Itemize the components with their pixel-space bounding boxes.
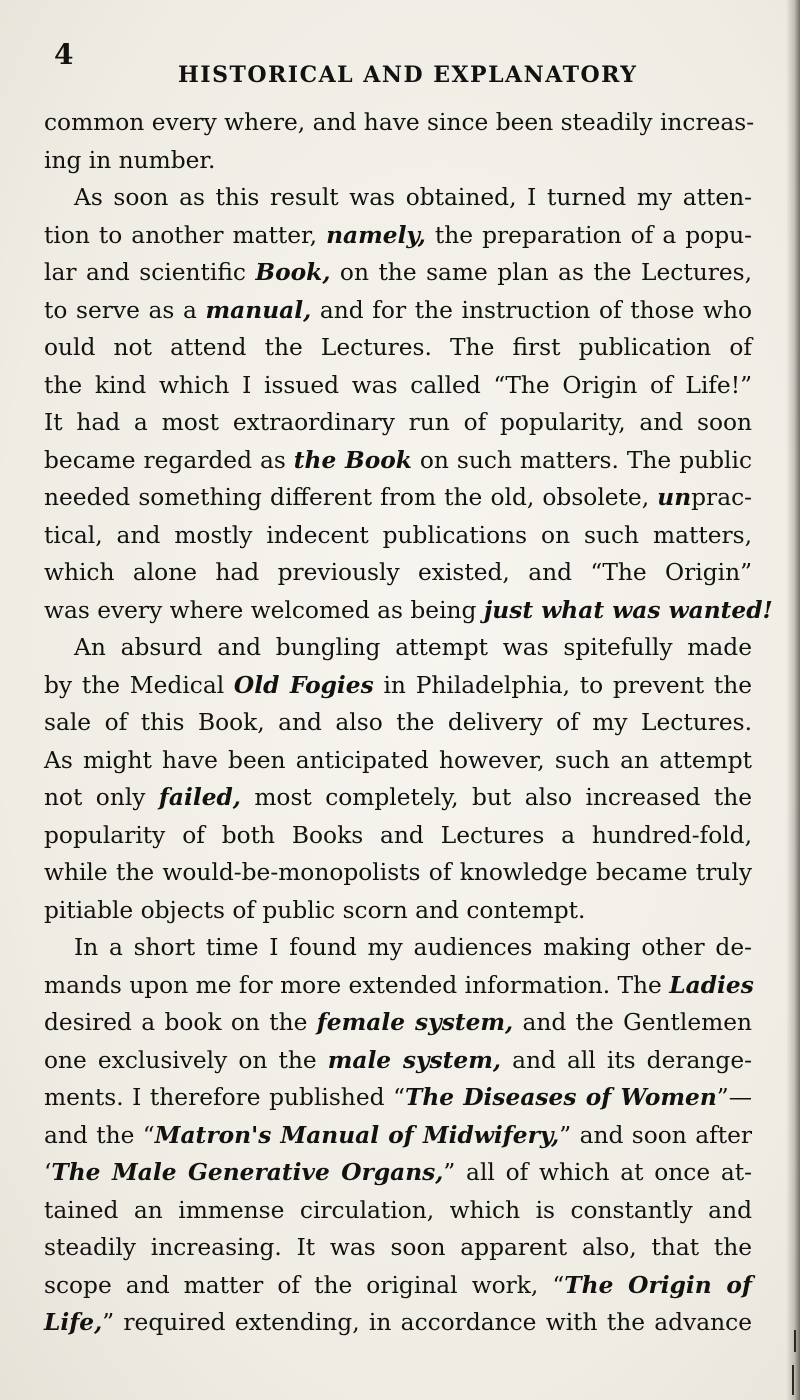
text-line: steadily increasing. It was soon apparent also, that the bbox=[44, 1234, 752, 1261]
text-line: sale of this Book, and also the delivery of my Lectures. bbox=[44, 709, 752, 736]
text-line: scope and matter of the original work, “The Origin of bbox=[44, 1271, 752, 1299]
text-line: desired a book on the female system, and the Gentlemen bbox=[44, 1009, 752, 1036]
page-number: 4 bbox=[54, 38, 74, 71]
text-line: ments. I therefore published “The Diseases of Women”— bbox=[44, 1084, 752, 1111]
text-line: An absurd and bungling attempt was spitefully made bbox=[74, 634, 752, 661]
body-text bbox=[44, 104, 773, 1342]
text-line: became regarded as the Book on such matters. The public bbox=[44, 446, 752, 474]
text-line: lar and scientific Book, on the same plan as the Lectures, bbox=[44, 259, 752, 286]
text-line: by the Medical Old Fogies in Philadelphia, to prevent the bbox=[44, 671, 752, 699]
text-line: which alone had previously existed, and “The Origin” bbox=[44, 559, 752, 586]
text-line: mands upon me for more extended information. The Ladies bbox=[44, 971, 754, 999]
text-line: was every where welcomed as being just what was wanted! bbox=[44, 596, 773, 624]
text-line: not only failed, most completely, but also increased the bbox=[44, 784, 752, 811]
text-line: one exclusively on the male system, and all its derange- bbox=[44, 1046, 752, 1074]
text-line: tion to another matter, namely, the preparation of a popu- bbox=[44, 221, 752, 249]
text-line: pitiable objects of public scorn and contempt. bbox=[44, 896, 586, 924]
text-line: the kind which I issued was called “The Origin of Life!” bbox=[44, 371, 752, 399]
text-line: tical, and mostly indecent publications on such matters, bbox=[44, 521, 752, 549]
text-line: while the would-be-monopolists of knowledge became truly bbox=[44, 859, 752, 886]
text-line: ould not attend the Lectures. The first publication of bbox=[44, 334, 752, 361]
page-edge-mark bbox=[794, 1330, 796, 1352]
text-line: Life,” required extending, in accordance with the advance bbox=[44, 1309, 752, 1336]
text-line: popularity of both Books and Lectures a hundred-fold, bbox=[44, 821, 752, 849]
running-head bbox=[46, 38, 754, 88]
text-line: As soon as this result was obtained, I turned my atten- bbox=[74, 184, 752, 211]
running-head-title: HISTORICAL AND EXPLANATORY bbox=[178, 62, 638, 88]
page-edge-shadow bbox=[786, 0, 800, 1400]
text-line: As might have been anticipated however, such an attempt bbox=[44, 746, 752, 774]
text-line: and the “Matron's Manual of Midwifery,” and soon after bbox=[44, 1121, 752, 1149]
text-line: common every where, and have since been steadily increas- bbox=[44, 109, 755, 136]
text-line: ing in number. bbox=[44, 146, 216, 174]
page-edge-mark bbox=[792, 1365, 794, 1395]
text-line: In a short time I found my audiences making other de- bbox=[74, 934, 752, 961]
text-line: needed something different from the old, obsolete, unprac- bbox=[44, 484, 752, 511]
text-line: ‘The Male Generative Organs,” all of which at once at- bbox=[44, 1159, 752, 1186]
text-line: to serve as a manual, and for the instruction of those who bbox=[44, 296, 752, 324]
text-line: It had a most extraordinary run of popularity, and soon bbox=[44, 409, 752, 436]
text-line: tained an immense circulation, which is constantly and bbox=[44, 1196, 752, 1224]
